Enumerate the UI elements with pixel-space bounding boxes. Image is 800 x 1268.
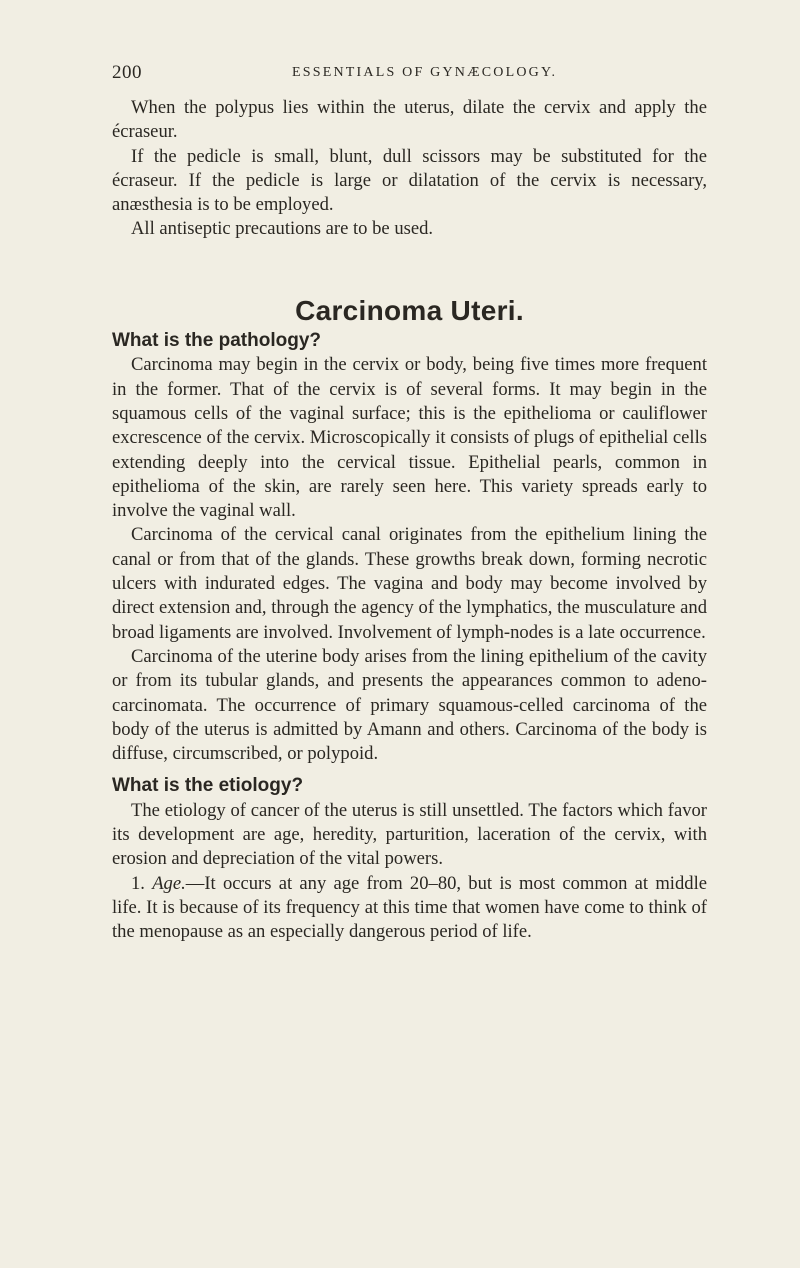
intro-paragraph: If the pedicle is small, blunt, dull scissors may be substituted for the écraseur. If the pedicle is large or dilatation of the cervix is necessary, anæsthesia is to be employed.: [112, 145, 707, 216]
etiology-question: What is the etiology?: [112, 775, 304, 797]
running-title: ESSENTIALS OF GYNÆCOLOGY.: [292, 65, 558, 80]
pathology-paragraph: Carcinoma of the uterine body arises from the lining epithelium of the cavity or from its tubular glands, and presents the appearances common to adeno-carcinomata. The occurrence of primary squamous-celled carcinoma of the body of the uterus is admitted by Amann and others. Carcinoma of the body is diffuse, circumscribed, or polypoid.: [112, 645, 707, 765]
section-title: Carcinoma Uteri.: [295, 294, 524, 326]
etiology-paragraph: The etiology of cancer of the uterus is still unsettled. The factors which favor its development are age, heredity, parturition, laceration of the cervix, with erosion and depreciation of the vital powers.: [112, 799, 707, 870]
intro-paragraph: When the polypus lies within the uterus, dilate the cervix and apply the écraseur.: [112, 97, 707, 143]
age-list-item: [112, 872, 707, 945]
body-text: [112, 96, 707, 945]
age-item-label: Age.: [152, 872, 186, 894]
pathology-paragraph: Carcinoma may begin in the cervix or body, being five times more frequent in the former. That of the cervix is of several forms. It may begin in the squamous cells of the vaginal surface; this is the epithelioma or cauliflower excrescence of the cervix. Microscopically it consists of plugs of epithelial cells extending deeply into the cervical tissue. Epithelial pearls, common in epithelioma of the skin, are rarely seen here. This variety spreads early to involve the vaginal wall.: [112, 354, 707, 522]
pathology-question: What is the pathology?: [112, 330, 321, 352]
page-number: 200: [112, 62, 142, 83]
age-item-number: 1.: [131, 872, 145, 894]
age-item-text: —It occurs at any age from 20–80, but is most common at middle life. It is because of its frequency at this time that women have come to think of the menopause as an especially dangerous period of life.: [112, 872, 707, 943]
intro-paragraph: All antiseptic precautions are to be used.: [131, 218, 434, 240]
pathology-paragraph: Carcinoma of the cervical canal originates from the epithelium lining the canal or from that of the glands. These growths break down, forming necrotic ulcers with indurated edges. The vagina and body may become involved by direct extension and, through the agency of the lymphatics, the musculature and broad ligaments are involved. Involvement of lymph-nodes is a late occurrence.: [112, 524, 707, 643]
